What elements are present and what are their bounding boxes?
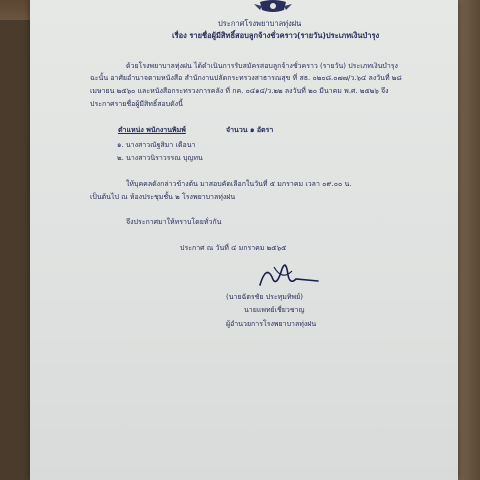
position-label: ตำแหน่ง พนักงานพิมพ์ <box>118 126 186 134</box>
paragraph-1-line-1: ด้วยโรงพยาบาลทุ่งฝน ได้ดำเนินการรับสมัครสอบลูกจ้างชั่วคราว (รายวัน) ประเภทเงินบำรุง <box>126 62 398 70</box>
document-subject: เรื่อง รายชื่อผู้มีสิทธิ์สอบลูกจ้างชั่วคราว(รายวัน)ประเภทเงินบำรุง <box>172 31 380 40</box>
paragraph-1-line-4: ประกาศรายชื่อผู้มีสิทธิ์สอบดังนี้ <box>90 100 183 108</box>
paragraph-1-line-3: เมษายน ๒๕๖๐ และหนังสือกระทรวงการคลัง ที่ กค. ๐๔๑๔/ว.๒๒ ลงวันที่ ๒๐ มีนาคม พ.ศ. ๒๕๒๖ จึง <box>90 87 389 95</box>
position-count: จำนวน ๑ อัตรา <box>226 126 274 134</box>
candidate-1: ๑. นางสาวณัฐสิมา เดือนา <box>117 141 196 149</box>
header-org: ประกาศโรงพยาบาลทุ่งฝน <box>218 19 302 28</box>
paragraph-1-line-2: ฉะนั้น อาศัยอำนาจตามหนังสือ สำนักงานปลัดกระทรวงสาธารณสุข ที่ สธ. ๐๒๐๘.๐๗๗/ว.๖๔ ลงวันที่ ๒๘ <box>90 74 402 82</box>
signer-name: (นายฉัตรชัย ประทุมทิพย์) <box>226 293 303 301</box>
garuda-emblem-icon <box>248 0 298 18</box>
signer-title: นายแพทย์เชี่ยวชาญ <box>244 306 305 314</box>
paragraph-2-line-2: เป็นต้นไป ณ ห้องประชุมชั้น ๒ โรงพยาบาลทุ่งฝน <box>90 193 236 201</box>
document-page <box>30 0 458 480</box>
paragraph-2-line-1: ให้บุคคลดังกล่าวข้างต้น มาสอบคัดเลือกในวันที่ ๕ มกราคม เวลา ๐๙.๐๐ น. <box>126 180 352 188</box>
candidate-2: ๒. นางสาวนิราวรรณ บุญทน <box>117 154 203 162</box>
handwritten-signature <box>252 255 322 295</box>
announcement-date: ประกาศ ณ วันที่ ๔ มกราคม ๒๕๖๕ <box>180 244 287 252</box>
closing-statement: จึงประกาศมาให้ทราบโดยทั่วกัน <box>126 218 222 226</box>
desk-background-right <box>456 0 480 480</box>
signer-role: ผู้อำนวยการโรงพยาบาลทุ่งฝน <box>226 320 317 328</box>
